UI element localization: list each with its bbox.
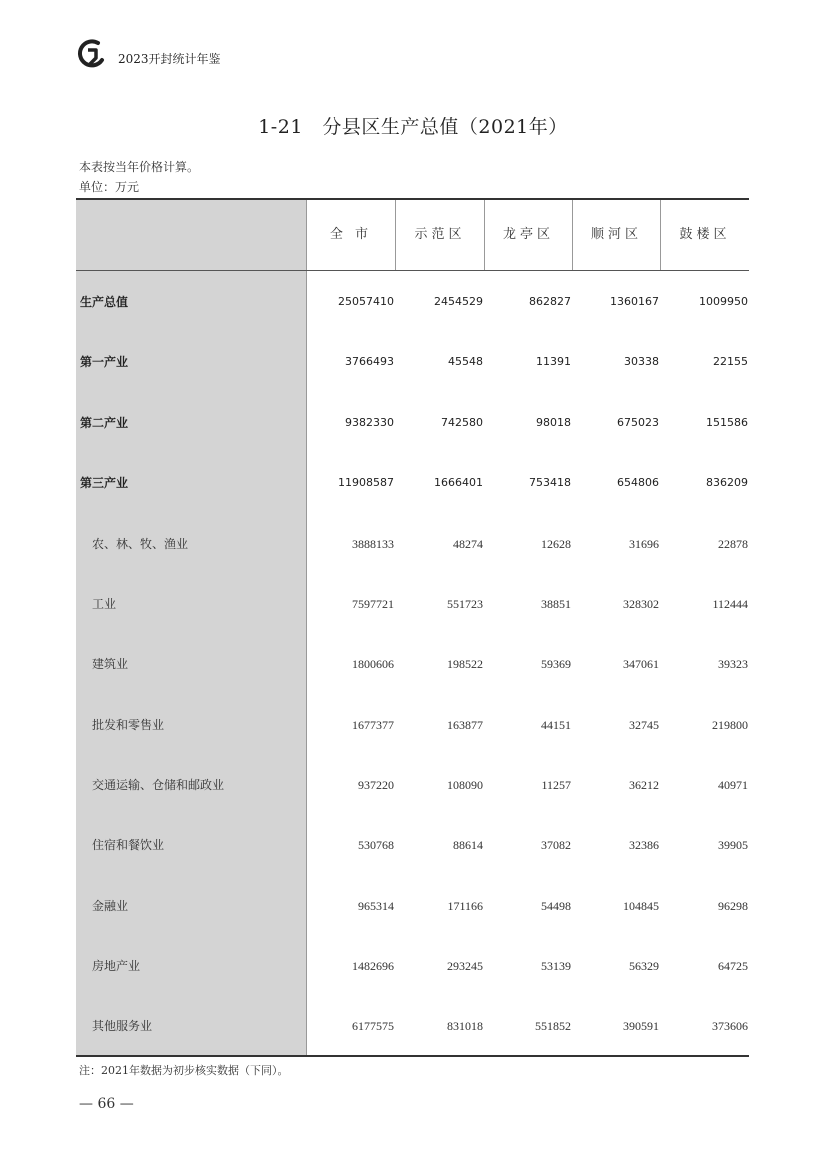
table-row xyxy=(76,654,749,674)
row-label: 住宿和餐饮业 xyxy=(92,838,165,852)
row-label: 第三产业 xyxy=(80,476,129,490)
table-row xyxy=(76,896,749,916)
cell-quanshi: 965314 xyxy=(358,899,394,913)
cell-gulouqu: 836209 xyxy=(706,476,748,489)
cell-shunhequ: 675023 xyxy=(617,416,659,429)
cell-shunhequ: 56329 xyxy=(629,959,659,973)
cell-shunhequ: 654806 xyxy=(617,476,659,489)
cell-shifanqu: 163877 xyxy=(447,718,483,732)
table-row xyxy=(76,413,749,433)
cell-shunhequ: 30338 xyxy=(624,355,659,368)
column-header-shifanqu: 示范区 xyxy=(414,227,466,242)
stub-column-background xyxy=(76,200,306,1055)
cell-shunhequ: 32386 xyxy=(629,838,659,852)
cell-gulouqu: 96298 xyxy=(718,899,748,913)
cell-longtingqu: 54498 xyxy=(541,899,571,913)
cell-shifanqu: 198522 xyxy=(447,657,483,671)
column-header-quanshi: 全 市 xyxy=(329,227,373,242)
cell-quanshi: 1800606 xyxy=(352,657,394,671)
cell-shunhequ: 328302 xyxy=(623,597,659,611)
table-row xyxy=(76,715,749,735)
table-row xyxy=(76,1016,749,1036)
row-label: 批发和零售业 xyxy=(92,718,165,732)
cell-gulouqu: 39905 xyxy=(718,838,748,852)
cell-quanshi: 937220 xyxy=(358,778,394,792)
cell-gulouqu: 22155 xyxy=(713,355,748,368)
cell-shifanqu: 293245 xyxy=(447,959,483,973)
header-rule xyxy=(76,270,749,271)
book-title: 2023开封统计年鉴 xyxy=(118,52,221,66)
page-number: — 66 — xyxy=(79,1096,134,1112)
table-row xyxy=(76,534,749,554)
cell-quanshi: 3888133 xyxy=(352,537,394,551)
row-label: 房地产业 xyxy=(92,959,141,973)
cell-quanshi: 1677377 xyxy=(352,718,394,732)
cell-longtingqu: 53139 xyxy=(541,959,571,973)
cell-longtingqu: 38851 xyxy=(541,597,571,611)
cell-gulouqu: 40971 xyxy=(718,778,748,792)
cell-gulouqu: 39323 xyxy=(718,657,748,671)
cell-shunhequ: 36212 xyxy=(629,778,659,792)
table-row xyxy=(76,352,749,372)
row-label: 金融业 xyxy=(92,899,129,913)
cell-shunhequ: 347061 xyxy=(623,657,659,671)
cell-longtingqu: 11257 xyxy=(541,778,571,792)
table-row xyxy=(76,956,749,976)
cell-shunhequ: 32745 xyxy=(629,718,659,732)
cell-shifanqu: 551723 xyxy=(447,597,483,611)
stub-divider xyxy=(306,200,307,1055)
cell-shifanqu: 831018 xyxy=(447,1019,483,1033)
cell-shifanqu: 2454529 xyxy=(434,295,483,308)
table-row xyxy=(76,775,749,795)
cell-gulouqu: 22878 xyxy=(718,537,748,551)
footnote: 注：2021年数据为初步核实数据（下同）。 xyxy=(79,1064,289,1077)
cell-shifanqu: 171166 xyxy=(447,899,483,913)
cell-shunhequ: 104845 xyxy=(623,899,659,913)
cell-quanshi: 11908587 xyxy=(338,476,394,489)
cell-gulouqu: 151586 xyxy=(706,416,748,429)
column-header-gulouqu: 鼓楼区 xyxy=(679,227,731,242)
pricing-note: 本表按当年价格计算。 xyxy=(79,160,200,174)
cell-quanshi: 7597721 xyxy=(352,597,394,611)
column-header-longtingqu: 龙亭区 xyxy=(502,227,554,242)
cell-longtingqu: 551852 xyxy=(535,1019,571,1033)
cell-longtingqu: 37082 xyxy=(541,838,571,852)
row-label: 生产总值 xyxy=(80,295,129,309)
cell-shifanqu: 48274 xyxy=(453,537,483,551)
cell-quanshi: 530768 xyxy=(358,838,394,852)
cell-gulouqu: 373606 xyxy=(712,1019,748,1033)
cell-longtingqu: 59369 xyxy=(541,657,571,671)
column-header-shunhequ: 顺河区 xyxy=(590,227,642,242)
row-label: 农、林、牧、渔业 xyxy=(92,537,189,551)
row-label: 建筑业 xyxy=(92,657,129,671)
table-title: 1-21 分县区生产总值（2021年） xyxy=(258,116,568,138)
cell-longtingqu: 753418 xyxy=(529,476,571,489)
cell-shifanqu: 108090 xyxy=(447,778,483,792)
row-label: 第二产业 xyxy=(80,416,129,430)
cell-shunhequ: 1360167 xyxy=(610,295,659,308)
cell-quanshi: 1482696 xyxy=(352,959,394,973)
yearbook-logo-icon xyxy=(76,38,108,70)
cell-quanshi: 9382330 xyxy=(345,416,394,429)
table-row xyxy=(76,292,749,312)
row-label: 其他服务业 xyxy=(92,1019,153,1033)
cell-longtingqu: 98018 xyxy=(536,416,571,429)
row-label: 第一产业 xyxy=(80,355,129,369)
table-bottom-rule xyxy=(76,1055,749,1057)
cell-shifanqu: 742580 xyxy=(441,416,483,429)
table-row xyxy=(76,594,749,614)
row-label: 工业 xyxy=(92,597,117,611)
row-label: 交通运输、仓储和邮政业 xyxy=(92,778,225,792)
cell-longtingqu: 11391 xyxy=(536,355,571,368)
cell-quanshi: 6177575 xyxy=(352,1019,394,1033)
table-row xyxy=(76,473,749,493)
unit-note: 单位：万元 xyxy=(79,180,140,194)
cell-shifanqu: 1666401 xyxy=(434,476,483,489)
cell-gulouqu: 1009950 xyxy=(699,295,748,308)
cell-quanshi: 25057410 xyxy=(338,295,394,308)
cell-longtingqu: 44151 xyxy=(541,718,571,732)
cell-gulouqu: 64725 xyxy=(718,959,748,973)
cell-longtingqu: 12628 xyxy=(541,537,571,551)
cell-shunhequ: 390591 xyxy=(623,1019,659,1033)
cell-gulouqu: 112444 xyxy=(712,597,748,611)
cell-shifanqu: 45548 xyxy=(448,355,483,368)
cell-longtingqu: 862827 xyxy=(529,295,571,308)
cell-gulouqu: 219800 xyxy=(712,718,748,732)
cell-shunhequ: 31696 xyxy=(629,537,659,551)
cell-shifanqu: 88614 xyxy=(453,838,483,852)
table-row xyxy=(76,835,749,855)
cell-quanshi: 3766493 xyxy=(345,355,394,368)
